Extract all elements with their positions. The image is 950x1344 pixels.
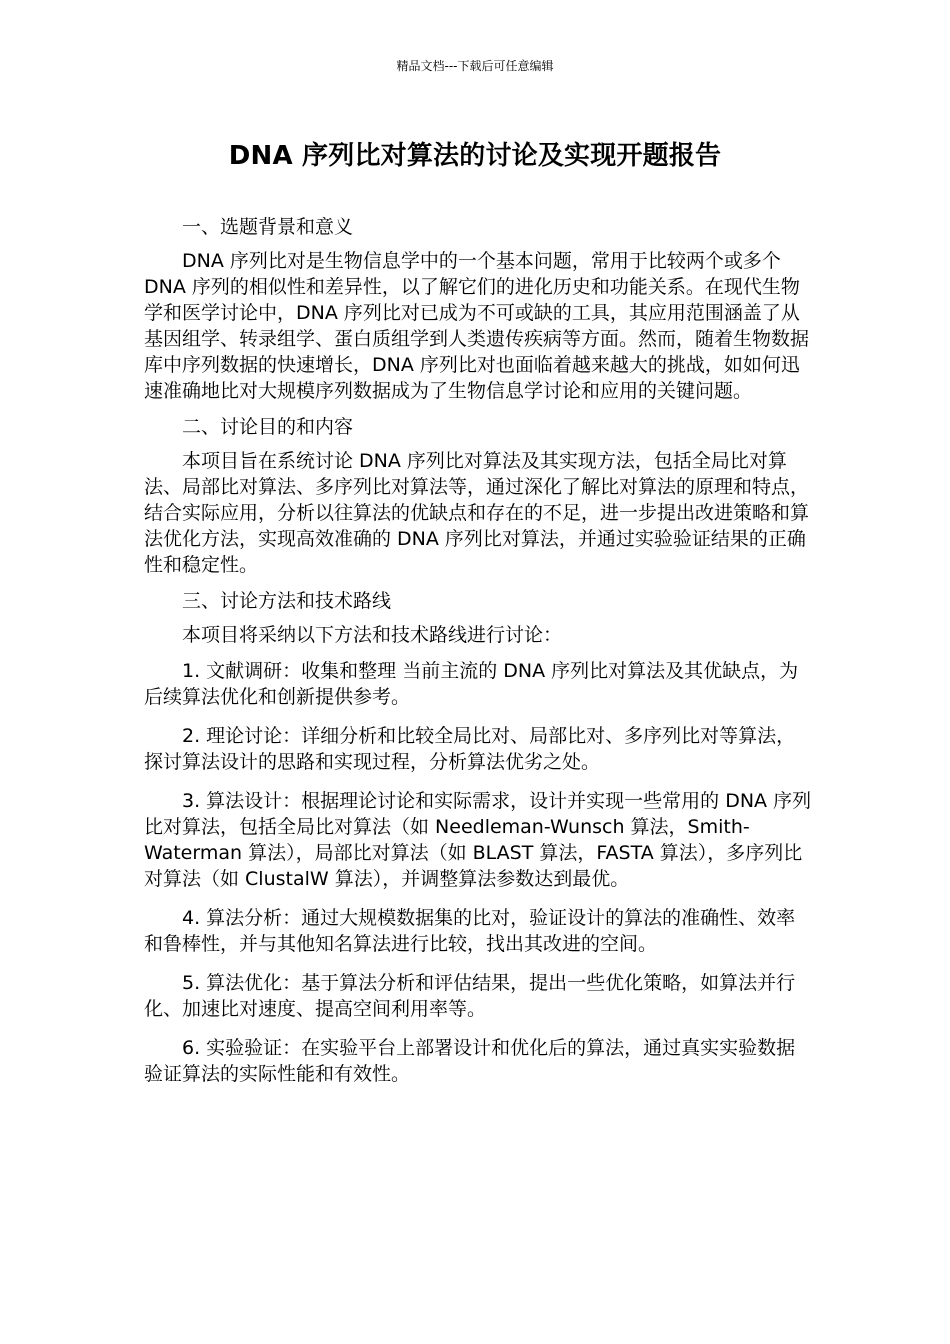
method-item-theory: 2. 理论讨论：详细分析和比较全局比对、局部比对、多序列比对等算法，探讨算法设计的思路和实现过程，分析算法优劣之处。 — [144, 725, 796, 773]
method-item-algorithm-analysis: 4. 算法分析：通过大规模数据集的比对，验证设计的算法的准确性、效率和鲁棒性，并与其他知名算法进行比较，找出其改进的空间。 — [144, 907, 796, 955]
document-title: DNA 序列比对算法的讨论及实现开题报告 — [228, 141, 722, 171]
paragraph-background: DNA 序列比对是生物信息学中的一个基本问题，常用于比较两个或多个 DNA 序列的相似性和差异性，以了解它们的进化历史和功能关系。在现代生物学和医学讨论中，DNA 序列比对已成为不可或缺的工具，其应用范围涵盖了从基因组学、转录组学、蛋白质组学到人类遗传疾病等方面。然而，随着生物数据库中序列数据的快速增长，DNA 序列比对也面临着越来越大的挑战，如如何迅速准确地比对大规模序列数据成为了生物信息学讨论和应用的关键问题。 — [144, 250, 810, 402]
section-heading-background: 一、选题背景和意义 — [182, 216, 354, 238]
paragraph-methods-intro: 本项目将采纳以下方法和技术路线进行讨论： — [182, 624, 563, 646]
document-body — [144, 214, 812, 1100]
method-item-experimental-validation: 6. 实验验证：在实验平台上部署设计和优化后的算法，通过真实实验数据验证算法的实际性能和有效性。 — [144, 1037, 796, 1085]
method-item-algorithm-design: 3. 算法设计：根据理论讨论和实际需求，设计并实现一些常用的 DNA 序列比对算法，包括全局比对算法（如 Needleman-Wunsch 算法，Smith-Waterman 算法），局部比对算法（如 BLAST 算法，FASTA 算法），多序列比对算法（如 ClustalW 算法），并调整算法参数达到最优。 — [144, 790, 812, 890]
section-heading-objectives: 二、讨论目的和内容 — [182, 416, 354, 438]
paragraph-objectives: 本项目旨在系统讨论 DNA 序列比对算法及其实现方法，包括全局比对算法、局部比对算法、多序列比对算法等，通过深化了解比对算法的原理和特点，结合实际应用，分析以往算法的优缺点和存在的不足，进一步提出改进策略和算法优化方法，实现高效准确的 DNA 序列比对算法，并通过实验验证结果的正确性和稳定性。 — [144, 450, 810, 576]
page-header: 精品文档---下载后可任意编辑 — [396, 59, 554, 73]
method-item-algorithm-optimization: 5. 算法优化：基于算法分析和评估结果，提出一些优化策略，如算法并行化、加速比对速度、提高空间利用率等。 — [144, 972, 796, 1020]
section-heading-methods: 三、讨论方法和技术路线 — [182, 590, 392, 612]
method-item-literature-review: 1. 文献调研：收集和整理 当前主流的 DNA 序列比对算法及其优缺点，为后续算法优化和创新提供参考。 — [144, 660, 799, 708]
